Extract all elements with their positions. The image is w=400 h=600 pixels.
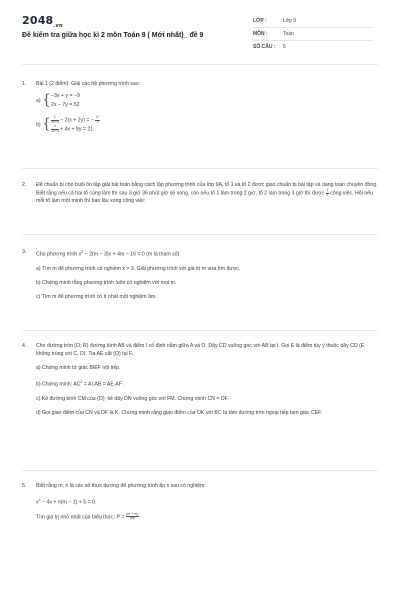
system-a [36, 92, 378, 110]
exponent: 2 [38, 498, 41, 502]
question-part-a: a) Tìm m để phương trình có nghiệm x = 3. Giải phương trình với giá trị m vừa tìm được. [36, 265, 241, 272]
question-intro: Cho đường tròn (O; R) đường kính AB và điểm I cố định nằm giữa A và O. Dây CD vuông góc với AB tại I. Gọi E là điểm tùy ý thuộc dây CD (E không trùng với C, D). Tia AE cắt (O) tại F. [36, 343, 365, 357]
question-text [36, 181, 378, 205]
meta-divider [253, 40, 373, 41]
meta-subject [253, 31, 294, 37]
fraction-denominator: 2x−3 [51, 128, 59, 133]
equation-text: + 4x + 8y = 21 [58, 126, 94, 133]
question-part-b [36, 378, 378, 389]
fraction-denominator: 2x−3 [51, 119, 59, 124]
equation-row: 2x − 7y = 52 [51, 102, 80, 108]
meta-class-key: LỚP : [253, 18, 267, 24]
fraction [51, 125, 59, 133]
logo-suffix: .vn [53, 23, 63, 30]
question-5 [22, 482, 378, 521]
fraction-numerator: (m + n)² [126, 511, 139, 516]
question-number: 4. [22, 343, 27, 349]
question-text-main: Để chuẩn bị cho buổi ôn tập giải bài toán bằng cách lập phương trình của lớp 9A, tổ 1 và tổ 2 được giao chuẩn bị bài tập và dạng toán chuyên đồng. Biết rằng nếu cả hai tổ cùng làm thì sau 3 giờ 36 phút giờ sẽ xong, còn nếu tổ 1 làm trong 2 giờ, tổ 2 làm trong 3 giờ thì được [36, 182, 378, 197]
fraction [95, 116, 100, 124]
question-part-a: a) Chứng minh tứ giác BIEF nội tiếp. [36, 365, 121, 371]
question-part-c: c) Kẻ đường kính CM của (O); kẻ dây DN vuông góc với FM. Chứng minh CN = DF. [36, 395, 229, 402]
question-part-c: c) Tìm m để phương trình có ít nhất một nghiệm âm. [36, 293, 157, 300]
question-intro [36, 248, 378, 259]
equation-row [45, 125, 378, 134]
question-3 [22, 248, 378, 301]
fraction-numerator: 1 [51, 116, 59, 121]
fraction-numerator: 1 [326, 188, 329, 192]
equation-text: − 4x + n(m − 1) + 5 = 0. [40, 499, 97, 506]
find-text: Tìm giá trị nhỏ nhất của biểu thức: P = [36, 514, 126, 521]
question-number: 1. [22, 81, 27, 87]
logo-text: 2048 [22, 14, 54, 27]
question-intro: Biết rằng m, n là các số thực dương để phương trình ẩn x sau có nghiệm: [36, 483, 206, 489]
intro-text: Cho phương trình x [36, 251, 82, 258]
question-find [36, 513, 378, 521]
fraction-denominator: 2 [96, 119, 99, 124]
question-divider [22, 168, 378, 169]
brace-symbol: { [42, 92, 51, 108]
question-2 [22, 181, 378, 205]
meta-class [253, 18, 296, 24]
header-divider [22, 64, 378, 65]
question-divider [22, 330, 378, 331]
meta-subject-value: Toán [283, 31, 294, 37]
question-number: 3. [22, 249, 27, 255]
question-part-b: b) Chứng minh rằng phương trình luôn có nghiệm với mọi m. [36, 279, 177, 286]
fraction [126, 513, 139, 521]
part-text: = AI.AB = AE.AF . [82, 381, 125, 388]
equation-row [45, 116, 378, 125]
meta-divider [253, 27, 373, 28]
equation-text: − 2(x + 2y) = − [58, 117, 96, 124]
meta-count-value: 5 [283, 44, 286, 50]
question-text-end: công việc. Hỏi nếu mỗi tổ làm một mình thì bao lâu xong công việc [36, 190, 373, 205]
fraction-denominator: 2 [326, 192, 329, 197]
meta-count-key: SỐ CÂU : [253, 44, 276, 50]
question-number: 2. [22, 182, 27, 188]
exponent: 2 [81, 250, 84, 254]
meta-subject-key: MÔN : [253, 31, 268, 37]
fraction [51, 116, 59, 124]
meta-class-value: Lớp 9 [283, 18, 297, 24]
question-divider [22, 234, 378, 235]
equation [36, 496, 378, 507]
part-label: a) [36, 98, 41, 104]
question-4 [22, 342, 378, 417]
question-number: 5. [22, 483, 27, 489]
part-label: b) [36, 122, 41, 128]
meta-count [253, 44, 286, 50]
question-divider [22, 470, 378, 471]
fraction-denominator: mn [129, 516, 135, 521]
system-b [36, 116, 378, 134]
question-part-d: d) Gọi giao điểm của CN và DF là K. Chứng minh rằng giao điểm của OK với BC là tâm đường tròn ngoại tiếp tam giác CEF. [36, 409, 323, 416]
part-text: b) Chứng minh: AC [36, 381, 81, 388]
intro-text: − 2(m − 3)x + 4m − 16 = 0 (m là tham số) [83, 251, 180, 258]
site-logo[interactable] [22, 14, 63, 29]
document-title: Đề kiểm tra giữa học kì 2 môn Toán 9 ( Mới nhất)_ đề 9 [22, 32, 204, 39]
equation-text: x [36, 499, 39, 506]
equation-row: −3x + y = −9 [51, 93, 80, 99]
brace-symbol: { [42, 116, 51, 132]
question-1 [22, 80, 378, 134]
fraction-numerator: 4 [51, 125, 59, 130]
exponent: 2 [80, 380, 83, 384]
fraction-numerator: 17 [95, 115, 100, 119]
question-title: Bài 1 (2 điểm): Giải các hệ phương trình sau: [36, 81, 141, 87]
